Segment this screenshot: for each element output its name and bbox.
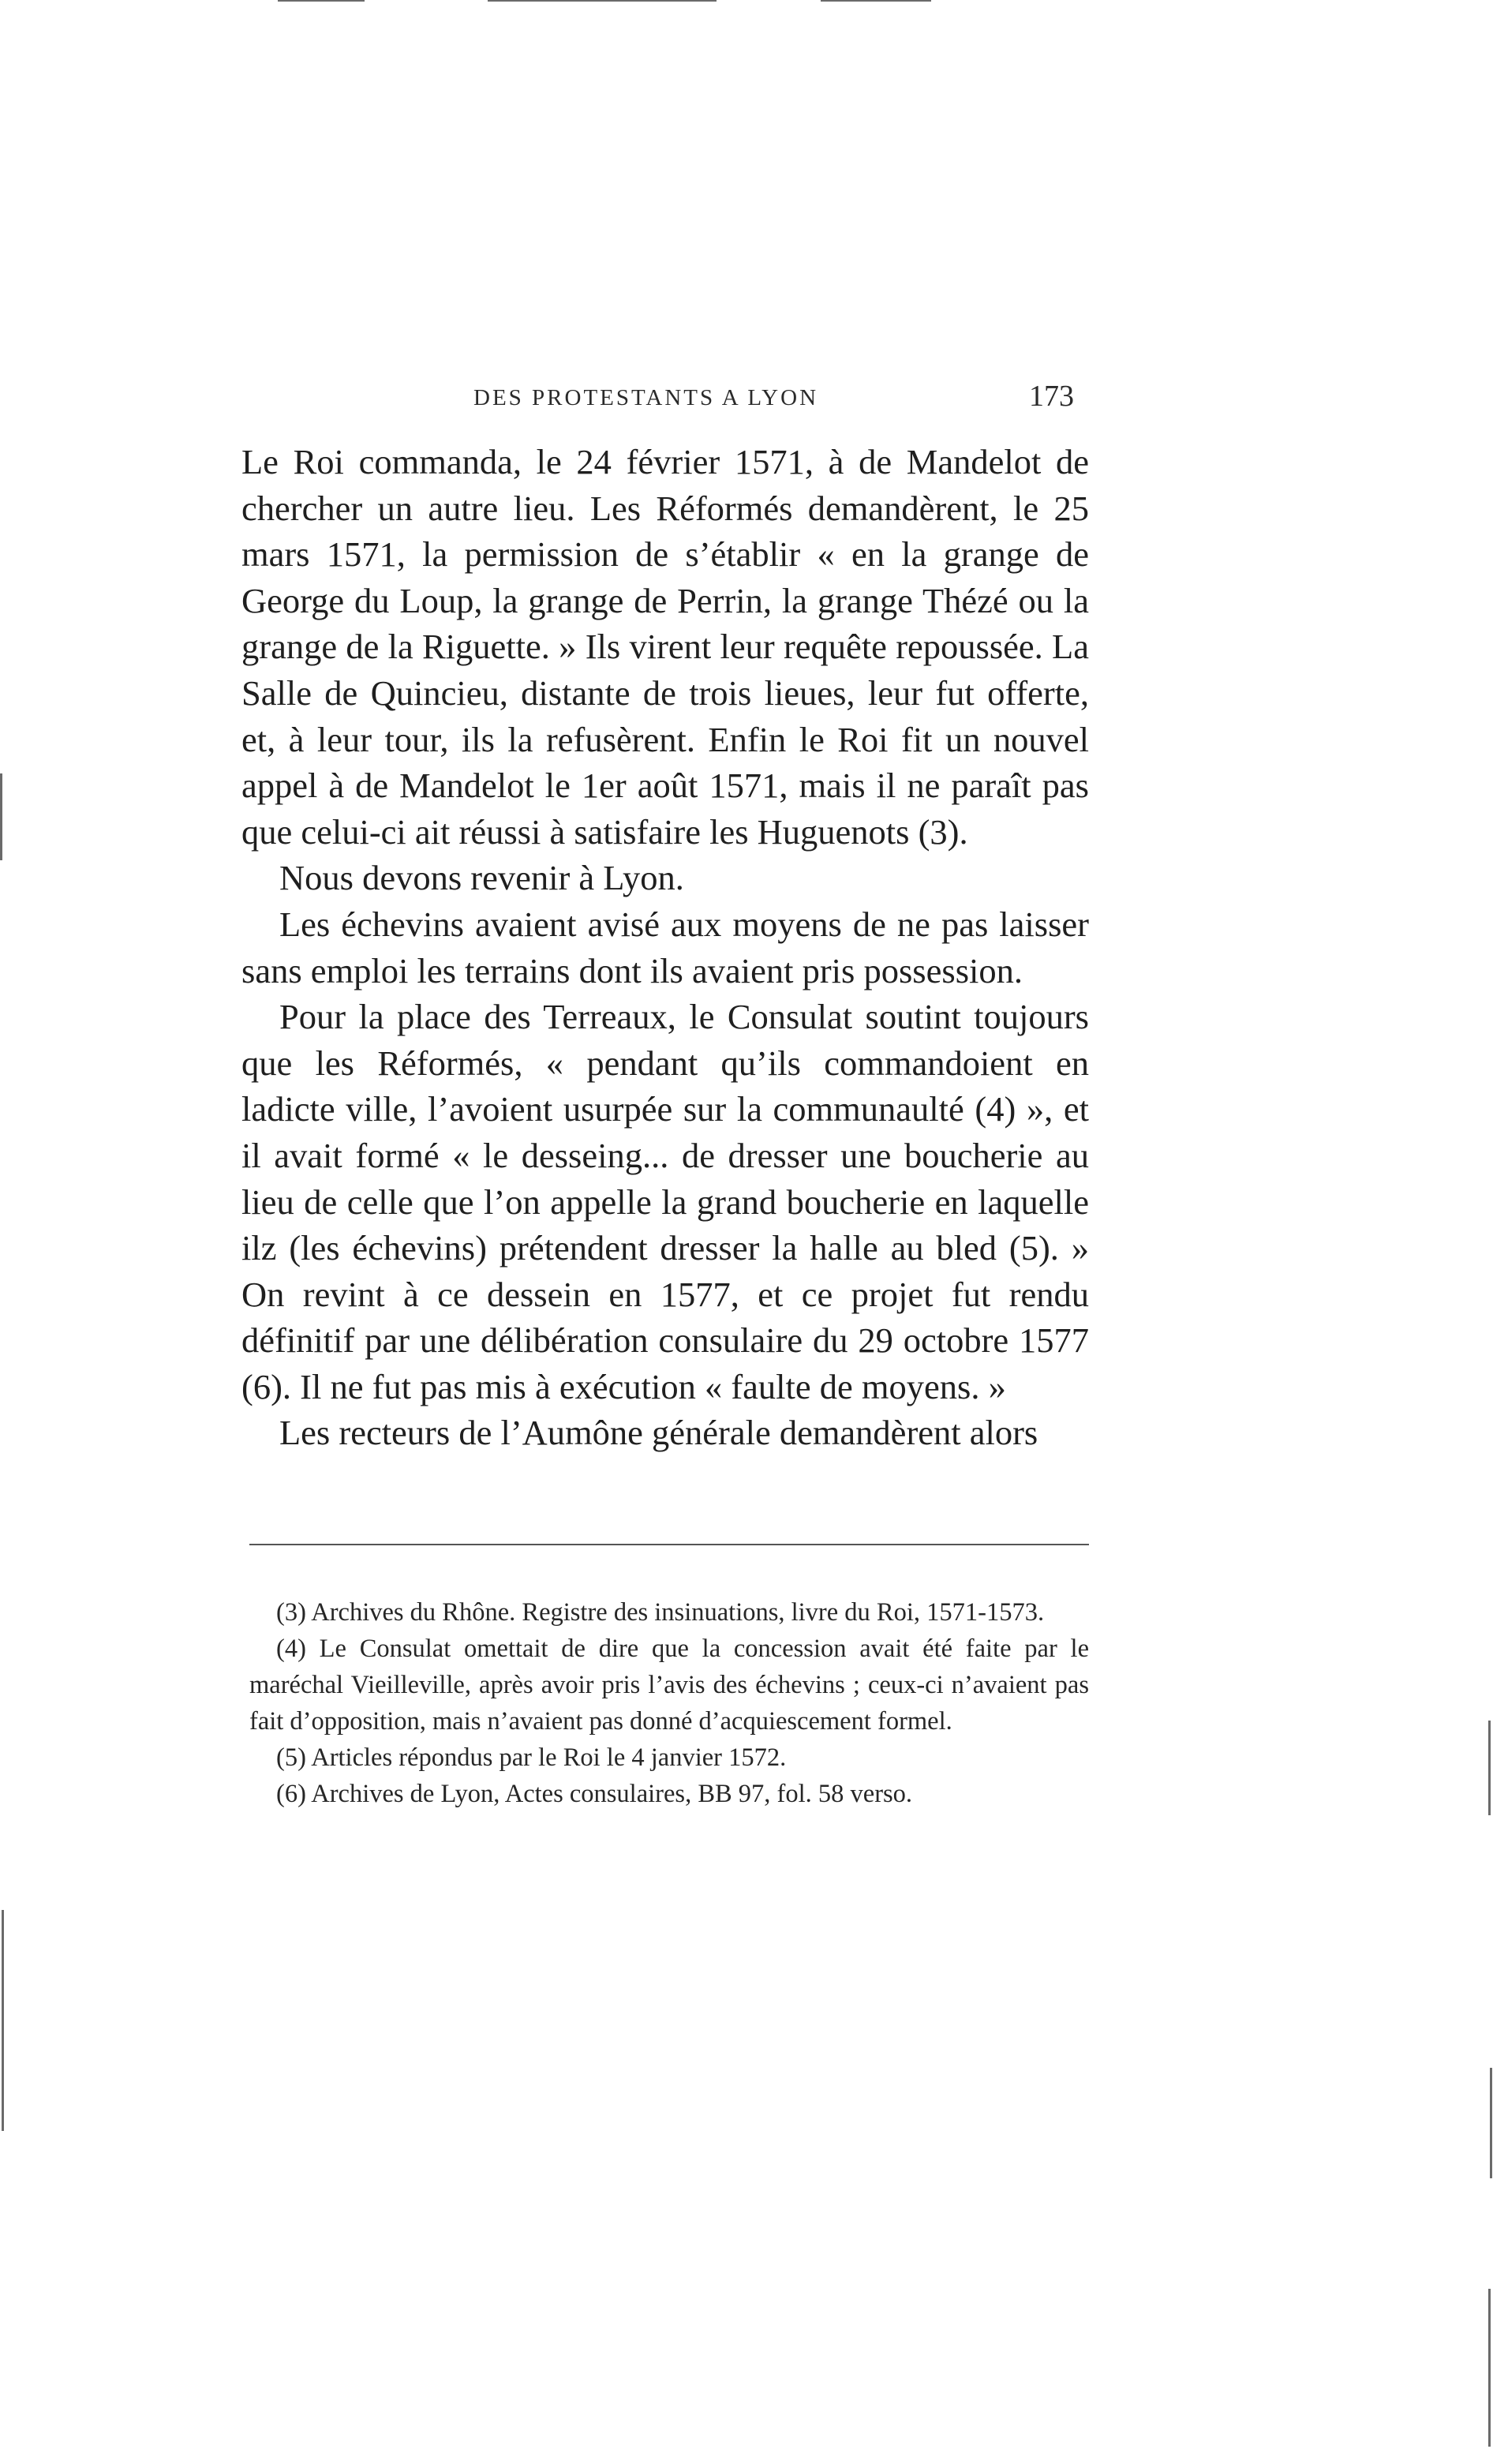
scan-edge-mark-top-2 bbox=[488, 0, 717, 2]
scan-edge-mark-top-1 bbox=[278, 0, 365, 2]
main-text bbox=[241, 439, 1089, 1456]
scan-edge-mark-right-1 bbox=[1488, 1721, 1491, 1815]
paragraph-4: Pour la place des Terreaux, le Consulat soutint toujours que les Réformés, « pendant qu’ils commandoient en ladicte ville, l’avoient usurpée sur la communaulté (4) », et il avait formé « le desseing... de dresser une boucherie au lieu de celle que l’on appelle la grand boucherie en laquelle ilz (les échevins) prétendent dresser la halle au bled (5). » On revint à ce dessein en 1577, et ce projet fut rendu définitif par une délibération consulaire du 29 octobre 1577 (6). Il ne fut pas mis à exécution « faulte de moyens. » bbox=[241, 997, 1089, 1406]
scan-edge-mark-right-3 bbox=[1488, 2289, 1491, 2447]
paragraph-2: Nous devons revenir à Lyon. bbox=[279, 858, 684, 898]
scan-edge-mark-top-3 bbox=[821, 0, 931, 2]
scan-edge-mark-right-2 bbox=[1490, 2068, 1492, 2178]
footnote-3: (3) Archives du Rhône. Registre des insinuations, livre du Roi, 1571-1573. bbox=[276, 1598, 1045, 1627]
page-number: 173 bbox=[1029, 380, 1074, 413]
footnote-4: (4) Le Consulat omettait de dire que la concession avait été faite par le maréchal Vieilleville, après avoir pris l’avis des échevins ; ceux-ci n’avaient pas fait d’opposition, mais n’avaient pas donné d’acquiescement formel. bbox=[249, 1635, 1089, 1736]
paragraph-3: Les échevins avaient avisé aux moyens de ne pas laisser sans emploi les terrains dont ils avaient pris possession. bbox=[241, 904, 1089, 990]
footnote-divider bbox=[249, 1544, 1089, 1545]
scan-edge-mark-left-1 bbox=[0, 773, 2, 860]
running-head: DES PROTESTANTS A LYON bbox=[473, 385, 819, 410]
scan-edge-mark-left-2 bbox=[2, 1910, 4, 2131]
footnote-5: (5) Articles répondus par le Roi le 4 janvier 1572. bbox=[276, 1743, 787, 1772]
footnote-6: (6) Archives de Lyon, Actes consulaires, BB 97, fol. 58 verso. bbox=[276, 1780, 913, 1808]
paragraph-5: Les recteurs de l’Aumône générale demandèrent alors bbox=[279, 1413, 1038, 1453]
footnotes bbox=[249, 1594, 1089, 1812]
paragraph-1: Le Roi commanda, le 24 février 1571, à de Mandelot de chercher un autre lieu. Les Réformés demandèrent, le 25 mars 1571, la permission de s’établir « en la grange de George du Loup, la grange de Perrin, la grange Thézé ou la grange de la Riguette. » Ils virent leur requête repoussée. La Salle de Quincieu, distante de trois lieues, leur fut offerte, et, à leur tour, ils la refusèrent. Enfin le Roi fit un nouvel appel à de Mandelot le 1er août 1571, mais il ne paraît pas que celui-ci ait réussi à satisfaire les Huguenots (3). bbox=[241, 442, 1089, 852]
